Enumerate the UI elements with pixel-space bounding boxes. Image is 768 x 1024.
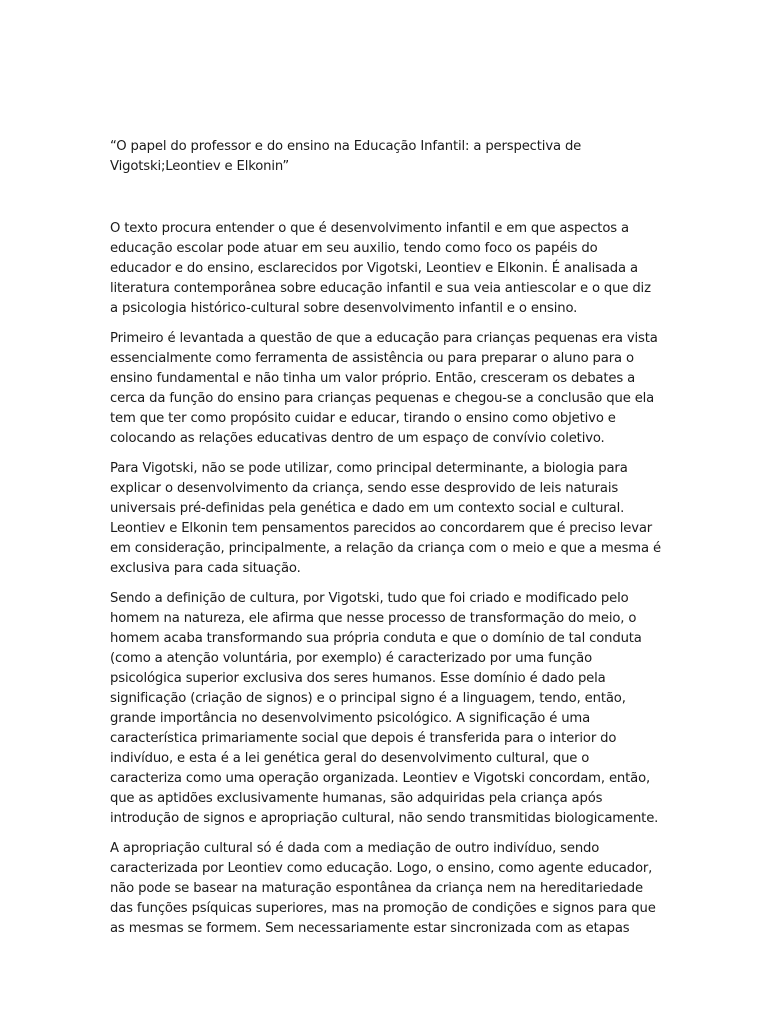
paragraph-2: Primeiro é levantada a questão de que a educação para crianças pequenas era vista essencialmente como ferramenta de assistência ou para preparar o aluno para o ensino fundamental e não tinha um valor próprio. Então, cresceram os debates a cerca da função do ensino para crianças pequenas e chegou-se a conclusão que ela tem que ter como propósito cuidar e educar, tirando o ensino como objetivo e colocando as relações educativas dentro de um espaço de convívio coletivo. bbox=[110, 331, 658, 446]
title-spacer bbox=[110, 177, 662, 219]
paragraph-3: Para Vigotski, não se pode utilizar, como principal determinante, a biologia para explicar o desenvolvimento da criança, sendo esse desprovido de leis naturais universais pré-definidas pela genética e dado em um contexto social e cultural. Leontiev e Elkonin tem pensamentos parecidos ao concordarem que é preciso levar em consideração, principalmente, a relação da criança com o meio e que a mesma é exclusiva para cada situação. bbox=[110, 461, 661, 576]
paragraph-5: A apropriação cultural só é dada com a mediação de outro indivíduo, sendo caracterizada por Leontiev como educação. Logo, o ensino, como agente educador, não pode se basear na maturação espontânea da criança nem na hereditariedade das funções psíquicas superiores, mas na promoção de condições e signos para que as mesmas se formem. Sem necessariamente estar sincronizada com as etapas bbox=[110, 841, 656, 936]
paragraph-1: O texto procura entender o que é desenvolvimento infantil e em que aspectos a educação escolar pode atuar em seu auxilio, tendo como foco os papéis do educador e do ensino, esclarecidos por Vigotski, Leontiev e Elkonin. É analisada a literatura contemporânea sobre educação infantil e sua veia antiescolar e o que diz a psicologia histórico-cultural sobre desenvolvimento infantil e o ensino. bbox=[110, 221, 651, 316]
document-body bbox=[110, 137, 662, 949]
document-title: “O papel do professor e do ensino na Educação Infantil: a perspectiva de Vigotski;Leontiev e Elkonin” bbox=[110, 139, 582, 174]
paragraph-4: Sendo a definição de cultura, por Vigotski, tudo que foi criado e modificado pelo homem na natureza, ele afirma que nesse processo de transformação do meio, o homem acaba transformando sua própria conduta e que o domínio de tal conduta (como a atenção voluntária, por exemplo) é caracterizado por uma função psicológica superior exclusiva dos seres humanos. Esse domínio é dado pela significação (criação de signos) e o principal signo é a linguagem, tendo, então, grande importância no desenvolvimento psicológico. A significação é uma característica primariamente social que depois é transferida para o interior do indivíduo, e esta é a lei genética geral do desenvolvimento cultural, que o caracteriza como uma operação organizada. Leontiev e Vigotski concordam, então, que as aptidões exclusivamente humanas, são adquiridas pela criança após introdução de signos e apropriação cultural, não sendo transmitidas biologicamente. bbox=[110, 591, 659, 826]
